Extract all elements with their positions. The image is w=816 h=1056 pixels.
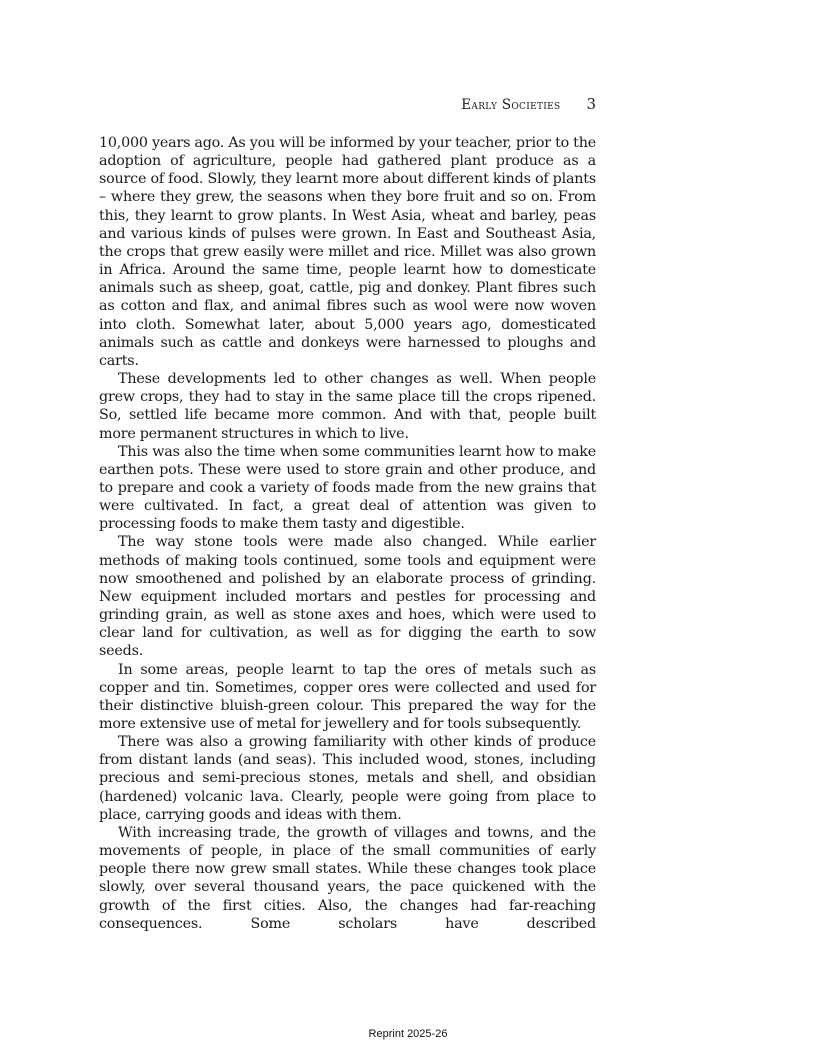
chapter-title: Early Societies <box>461 97 561 113</box>
body-text <box>99 134 596 933</box>
paragraph: In some areas, people learnt to tap the ores of metals such as copper and tin. Sometimes, copper ores were collected and used for their distinctive bluish-green colour. This prepared the way for the more extensive use of metal for jewellery and for tools subsequently. <box>99 661 596 732</box>
paragraph: With increasing trade, the growth of villages and towns, and the movements of people, in place of the small communities of early people there now grew small states. While these changes took place slowly, over several thousand years, the pace quickened with the growth of the first cities. Also, the changes had far-reaching consequences. Some scholars have described <box>99 824 596 932</box>
paragraph: This was also the time when some communities learnt how to make earthen pots. These were used to store grain and other produce, and to prepare and cook a variety of foods made from the new grains that were cultivated. In fact, a great deal of attention was given to processing foods to make them tasty and digestible. <box>99 443 596 533</box>
page-number: 3 <box>586 95 596 113</box>
paragraph: 10,000 years ago. As you will be informed by your teacher, prior to the adoption of agriculture, people had gathered plant produce as a source of food. Slowly, they learnt more about different kinds of plants – where they grew, the seasons when they bore fruit and so on. From this, they learnt to grow plants. In West Asia, wheat and barley, peas and various kinds of pulses were grown. In East and Southeast Asia, the crops that grew easily were millet and rice. Millet was also grown in Africa. Around the same time, people learnt how to domesticate animals such as sheep, goat, cattle, pig and donkey. Plant fibres such as cotton and flax, and animal fibres such as wool were now woven into cloth. Somewhat later, about 5,000 years ago, domesticated animals such as cattle and donkeys were harnessed to ploughs and carts. <box>99 135 596 369</box>
paragraph: These developments led to other changes as well. When people grew crops, they had to stay in the same place till the crops ripened. So, settled life became more common. And with that, people built more permanent structures in which to live. <box>99 371 596 442</box>
paragraph: The way stone tools were made also changed. While earlier methods of making tools continued, some tools and equipment were now smoothened and polished by an elaborate process of grinding. New equipment included mortars and pestles for processing and grinding grain, as well as stone axes and hoes, which were used to clear land for cultivation, as well as for digging the earth to sow seeds. <box>99 534 596 660</box>
reprint-footer: Reprint 2025-26 <box>368 1028 448 1040</box>
running-head <box>99 94 596 115</box>
paragraph: There was also a growing familiarity with other kinds of produce from distant lands (and seas). This included wood, stones, including precious and semi-precious stones, metals and shell, and obsidian (hardened) volcanic lava. Clearly, people were going from place to place, carrying goods and ideas with them. <box>99 734 596 823</box>
